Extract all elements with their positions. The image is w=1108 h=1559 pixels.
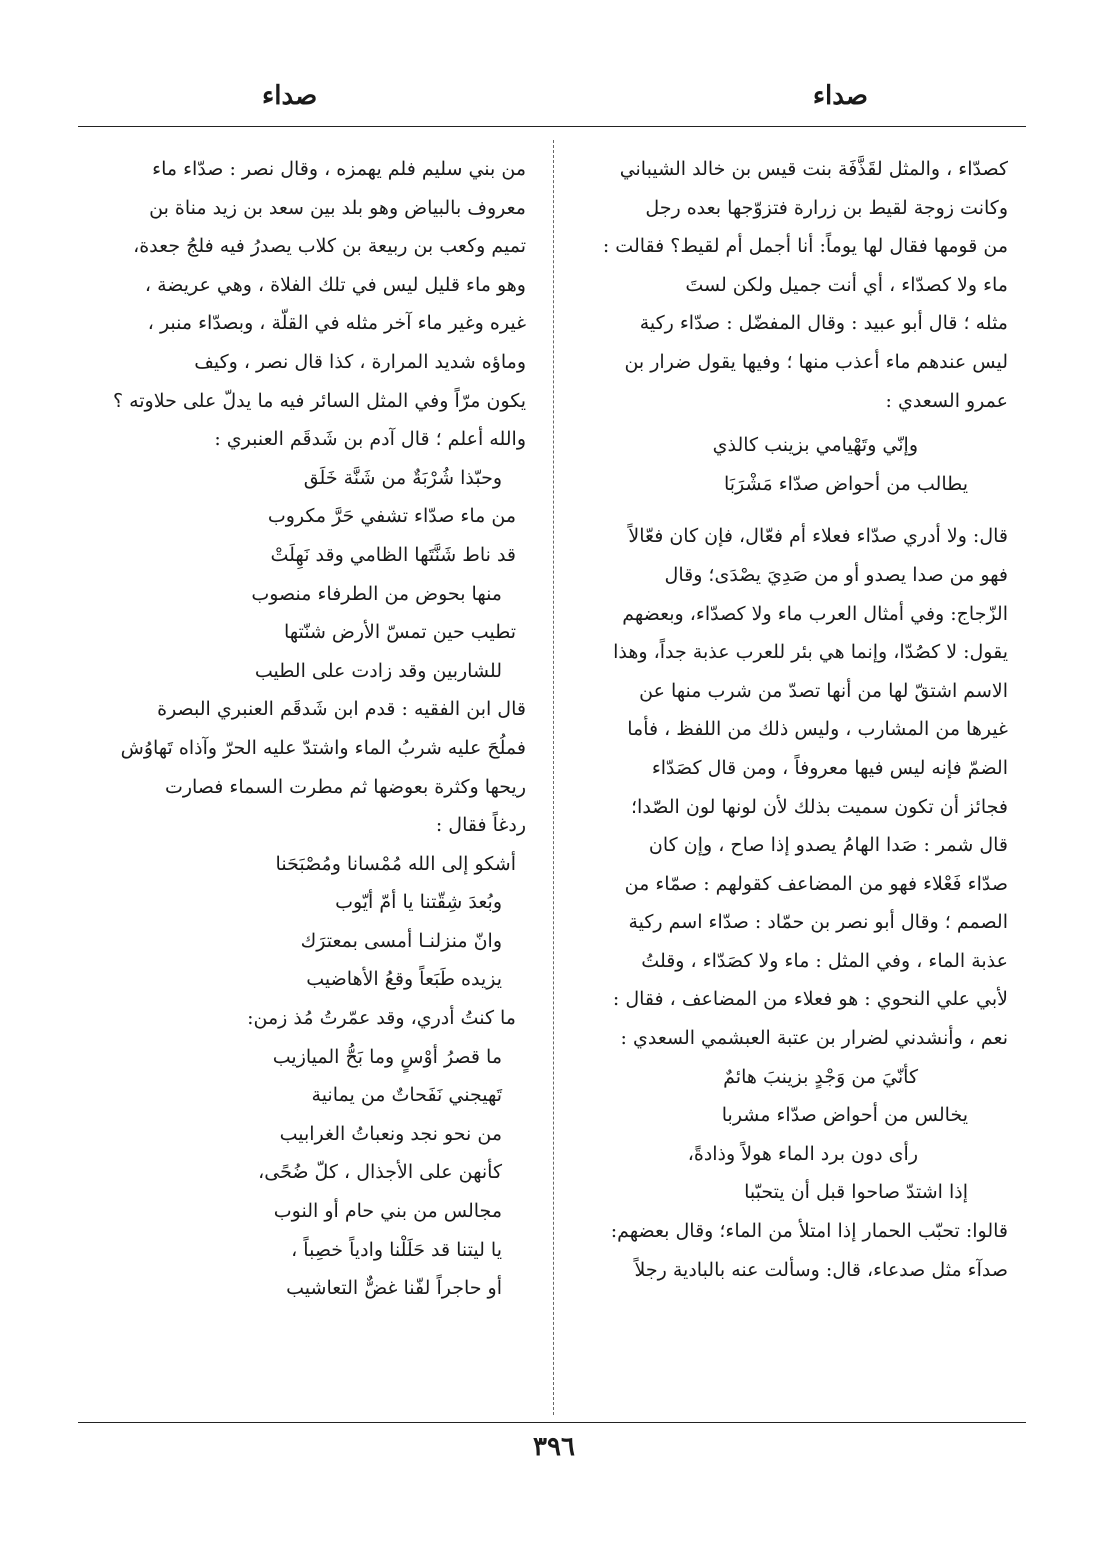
text-line: عمرو السعدي : bbox=[885, 389, 1008, 412]
verse-line: منها بحوض من الطرفاء منصوب bbox=[251, 582, 502, 605]
verse-line: ما كنتُ أدري، وقد عمّرتُ مُذ زمن: bbox=[247, 1007, 516, 1030]
text-line: غيره وغير ماء آخر مثله في القلّة ، وبصدّاء منبر ، bbox=[147, 312, 526, 335]
column-divider bbox=[553, 140, 554, 1415]
page-number: ٣٩٦ bbox=[533, 1432, 575, 1462]
text-line: وهو ماء قليل ليس في تلك الفلاة ، وهي عريضة ، bbox=[144, 273, 526, 296]
verse-line: تطيب حين تمسّ الأرض شنّتها bbox=[283, 621, 516, 644]
text-line: غيرها من المشارب ، وليس ذلك من اللفظ ، فأما bbox=[627, 718, 1008, 741]
text-line: والله أعلم ؛ قال آدم بن شَدقَم العنبري : bbox=[214, 428, 526, 451]
text-line: قال شمر : صَدا الهامُ يصدو إذا صاح ، وإن كان bbox=[648, 834, 1008, 857]
text-line: الاسم اشتقّ لها من أنها تصدّ من شرب منها عن bbox=[639, 679, 1008, 702]
left-verse-1 bbox=[76, 459, 526, 691]
text-line: ريحها وكثرة بعوضها ثم مطرت السماء فصارت bbox=[164, 775, 526, 798]
text-line: ردغاً فقال : bbox=[435, 814, 526, 837]
text-line: فجائز أن تكون سميت بذلك لأن لونها لون الصّدا؛ bbox=[631, 795, 1008, 818]
verse-line: قد ناط شَنَّتَها الظامي وقد نَهِلَتْ bbox=[270, 543, 516, 566]
verse-line: تَهيجني نَفَحاتٌ من يمانية bbox=[311, 1084, 502, 1107]
right-verse-2 bbox=[558, 1058, 1008, 1212]
right-paragraph-2 bbox=[558, 517, 1008, 1057]
text-line: قال: ولا أدري صدّاء فعلاء أم فعّال، فإن كان فعّالاً bbox=[628, 525, 1008, 548]
header-rule bbox=[78, 126, 1026, 127]
verse-line: رأى دون برد الماء هولاً وذادةً، bbox=[687, 1142, 918, 1165]
text-line: وكانت زوجة لقيط بن زرارة فتزوّجها بعده رجل bbox=[645, 196, 1008, 219]
left-verse-2 bbox=[76, 845, 526, 1308]
text-line: من قومها فقال لها يوماً: أنا أجمل أم لقيط؟ فقالت : bbox=[602, 235, 1008, 258]
right-paragraph-3 bbox=[558, 1212, 1008, 1289]
verse-line: إذا اشتدّ صاحوا قبل أن يتحبّبا bbox=[744, 1181, 968, 1204]
text-line: لأبي علي النحوي : هو فعلاء من المضاعف ، فقال : bbox=[612, 988, 1008, 1011]
text-line: ليس عندهم ماء أعذب منها ؛ وفيها يقول ضرار بن bbox=[624, 350, 1008, 373]
text-line: قالوا: تحبّب الحمار إذا امتلأ من الماء؛ وقال بعضهم: bbox=[610, 1220, 1008, 1243]
text-line: صدّاء فَعْلاء فهو من المضاعف كقولهم : صمّاء من bbox=[624, 872, 1008, 895]
verse-line: وحبّذا شُرْبَةٌ من شَنَّة خَلَق bbox=[303, 466, 502, 489]
verse-line: يطالب من أحواض صدّاء مَشْرَبَا bbox=[723, 472, 968, 495]
text-line: مثله ؛ قال أبو عبيد : وقال المفضّل : صدّاء ركية bbox=[639, 312, 1008, 335]
text-line: صدآء مثل صدعاء، قال: وسألت عنه بالبادية رجلاً bbox=[634, 1258, 1008, 1281]
running-header-right: صداء bbox=[812, 81, 868, 111]
text-line: ماء ولا كصدّاء ، أي أنت جميل ولكن لستَ bbox=[685, 273, 1008, 296]
verse-line: يخالس من أحواض صدّاء مشربا bbox=[721, 1104, 968, 1127]
text-line: يكون مرّاً وفي المثل السائر فيه ما يدلّ على حلاوته ؟ bbox=[112, 389, 526, 412]
text-line: قال ابن الفقيه : قدم ابن شَدقَم العنبري البصرة bbox=[157, 698, 526, 721]
verse-line: مجالس من بني حام أو النوب bbox=[273, 1200, 502, 1223]
text-line: فملُحَ عليه شربُ الماء واشتدّ عليه الحرّ وآذاه تَهاوُش bbox=[120, 736, 526, 759]
verse-line: من ماء صدّاء تشفي حَرَّ مكروب bbox=[267, 505, 516, 528]
text-line: الصمم ؛ وقال أبو نصر بن حمّاد : صدّاء اسم ركية bbox=[628, 911, 1008, 934]
verse-line: أشكو إلى الله مُمْسانا ومُصْبَحَنا bbox=[275, 852, 516, 875]
text-line: معروف بالبياض وهو بلد بين سعد بن زيد مناة بن bbox=[149, 196, 526, 219]
verse-line: من نحو نجد ونعباتُ الغرابيب bbox=[279, 1122, 502, 1145]
verse-line: كأنّيَ من وَجْدٍ بزينبَ هائمٌ bbox=[723, 1065, 918, 1088]
verse-line: أو حاجراً لفّنا غضٌّ التعاشيب bbox=[286, 1277, 502, 1300]
footer-rule bbox=[78, 1422, 1026, 1423]
right-column bbox=[558, 150, 1008, 1289]
text-line: نعم ، وأنشدني لضرار بن عتبة العبشمي السعدي : bbox=[620, 1027, 1008, 1050]
right-paragraph-1 bbox=[558, 150, 1008, 420]
right-verse-1 bbox=[558, 420, 1008, 517]
text-line: الزّجاج: وفي أمثال العرب ماء ولا كصدّاء، وبعضهم bbox=[622, 602, 1008, 625]
text-line: عذبة الماء ، وفي المثل : ماء ولا كصَدّاء ، وقلتُ bbox=[641, 949, 1008, 972]
text-line: الضمّ فإنه ليس فيها معروفاً ، ومن قال كصَدّاء bbox=[651, 756, 1008, 779]
verse-line: وانّ منزلنـا أمسى بمعترَك bbox=[300, 929, 502, 952]
verse-line: للشاربين وقد زادت على الطيب bbox=[254, 659, 502, 682]
running-header-left: صداء bbox=[262, 81, 318, 111]
verse-line: يزيده طَبَعاً وقعُ الأهاضيب bbox=[306, 968, 502, 991]
left-column bbox=[76, 150, 526, 1308]
left-paragraph-1 bbox=[76, 150, 526, 459]
text-line: وماؤه شديد المرارة ، كذا قال نصر ، وكيف bbox=[194, 350, 526, 373]
text-line: من بني سليم فلم يهمزه ، وقال نصر : صدّاء ماء bbox=[152, 158, 526, 180]
text-line: يقول: لا كصُدّا، وإنما هي بئر للعرب عذبة جداً، وهذا bbox=[613, 641, 1008, 664]
verse-line: كأنهن على الأجذال ، كلّ ضُحًى، bbox=[258, 1161, 502, 1184]
verse-line: وبُعدَ شِقّتنا يا أمّ أيّوب bbox=[335, 891, 502, 914]
verse-line: وإنّي وتَهْيامي بزينب كالذي bbox=[712, 434, 918, 457]
text-line: تميم وكعب بن ربيعة بن كلاب يصدرُ فيه فلجُ جعدة، bbox=[133, 235, 526, 258]
verse-line: يا ليتنا قد حَلَلْنا وادياً خصِباً ، bbox=[291, 1238, 502, 1261]
left-paragraph-2 bbox=[76, 690, 526, 844]
text-line: فهو من صدا يصدو أو من صَدِيَ يصْدَى؛ وقال bbox=[664, 563, 1008, 586]
verse-line: ما قصرُ أوْسٍ وما بَحُّ الميازيب bbox=[272, 1045, 502, 1068]
text-line: كصدّاء ، والمثل لقَذَّفَة بنت قيس بن خالد الشيباني bbox=[619, 158, 1008, 180]
